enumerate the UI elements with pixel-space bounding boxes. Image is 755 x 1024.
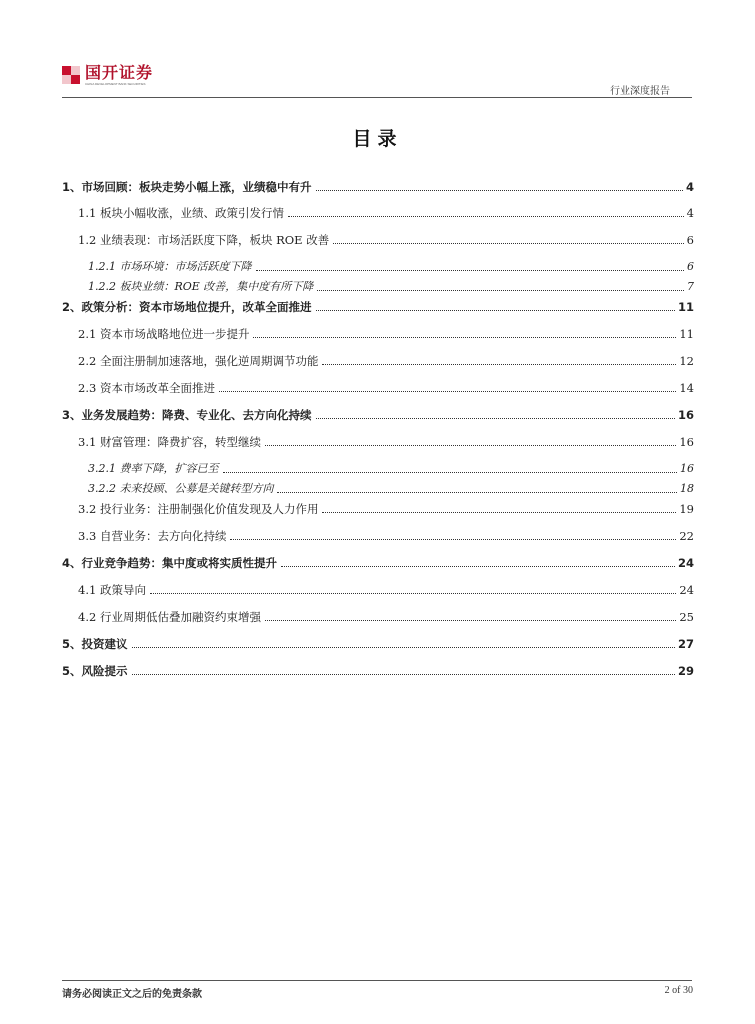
toc-leader-dots bbox=[132, 647, 675, 648]
toc-entry[interactable] bbox=[62, 230, 694, 248]
footer-divider bbox=[62, 980, 692, 981]
toc-entry-page: 22 bbox=[679, 529, 694, 543]
toc-leader-dots bbox=[316, 310, 675, 311]
toc-entry[interactable] bbox=[62, 479, 694, 497]
toc-entry[interactable] bbox=[62, 177, 694, 195]
company-logo bbox=[62, 64, 153, 94]
toc-leader-dots bbox=[253, 337, 676, 338]
toc-entry-label: 3.3 自营业务：去方向化持续 bbox=[78, 529, 227, 543]
toc-entry[interactable] bbox=[62, 351, 694, 369]
toc-entry[interactable] bbox=[62, 459, 694, 477]
toc-entry-page: 11 bbox=[679, 327, 694, 341]
toc-leader-dots bbox=[322, 512, 676, 513]
toc-leader-dots bbox=[277, 492, 677, 493]
report-type: 行业深度报告 bbox=[610, 86, 670, 97]
toc-entry[interactable] bbox=[62, 499, 694, 517]
toc-entry-page: 4 bbox=[686, 206, 694, 220]
toc-entry[interactable] bbox=[62, 378, 694, 396]
toc-leader-dots bbox=[281, 566, 675, 567]
toc-leader-dots bbox=[316, 190, 683, 191]
toc-entry[interactable] bbox=[62, 277, 694, 295]
toc-entry-label: 5、投资建议 bbox=[62, 637, 128, 651]
toc-entry-label: 3.1 财富管理：降费扩容，转型继续 bbox=[78, 435, 261, 449]
toc-entry-label: 5、风险提示 bbox=[62, 664, 128, 678]
toc-entry-label: 3.2.1 费率下降，扩容已至 bbox=[88, 462, 219, 475]
toc-entry-page: 16 bbox=[677, 408, 694, 422]
toc-leader-dots bbox=[316, 418, 675, 419]
toc-leader-dots bbox=[230, 539, 676, 540]
toc-entry[interactable] bbox=[62, 405, 694, 423]
header-divider bbox=[62, 97, 692, 98]
page-number: 2 of 30 bbox=[664, 985, 693, 996]
toc-leader-dots bbox=[333, 243, 683, 244]
toc-leader-dots bbox=[150, 593, 676, 594]
page-header bbox=[62, 64, 692, 100]
toc-entry-label: 2.1 资本市场战略地位进一步提升 bbox=[78, 327, 250, 341]
toc-entry-page: 18 bbox=[680, 482, 694, 495]
toc-entry-page: 12 bbox=[679, 354, 694, 368]
toc-entry[interactable] bbox=[62, 607, 694, 625]
toc-leader-dots bbox=[317, 290, 684, 291]
toc-entry-label: 2.2 全面注册制加速落地，强化逆周期调节功能 bbox=[78, 354, 319, 368]
toc-entry[interactable] bbox=[62, 634, 694, 652]
toc-entry-label: 2.3 资本市场改革全面推进 bbox=[78, 381, 215, 395]
toc-entry-page: 6 bbox=[687, 260, 694, 273]
toc-entry[interactable] bbox=[62, 432, 694, 450]
logo-mark-icon bbox=[62, 66, 80, 84]
toc-entry[interactable] bbox=[62, 324, 694, 342]
toc-entry[interactable] bbox=[62, 203, 694, 221]
toc-entry-page: 14 bbox=[679, 381, 694, 395]
toc-entry-page: 16 bbox=[680, 462, 694, 475]
toc-entry-label: 2、政策分析：资本市场地位提升，改革全面推进 bbox=[62, 300, 312, 314]
toc-entry-page: 7 bbox=[687, 280, 694, 293]
toc-entry-label: 1、市场回顾：板块走势小幅上涨，业绩稳中有升 bbox=[62, 180, 312, 194]
toc-entry-label: 3.2 投行业务：注册制强化价值发现及人力作用 bbox=[78, 502, 319, 516]
toc-leader-dots bbox=[322, 364, 676, 365]
footer-disclaimer: 请务必阅读正文之后的免责条款 bbox=[62, 989, 202, 1000]
toc-entry-page: 29 bbox=[677, 664, 694, 678]
toc-entry-label: 1.1 板块小幅收涨，业绩、政策引发行情 bbox=[78, 206, 284, 220]
toc-entry-page: 27 bbox=[677, 637, 694, 651]
logo-chinese-name: 国开证券 bbox=[85, 63, 154, 82]
toc-entry-label: 4、行业竞争趋势：集中度或将实质性提升 bbox=[62, 556, 277, 570]
toc-entry[interactable] bbox=[62, 526, 694, 544]
toc-entry-label: 4.2 行业周期低估叠加融资约束增强 bbox=[78, 610, 261, 624]
toc-leader-dots bbox=[256, 270, 685, 271]
toc-entry-page: 6 bbox=[686, 233, 694, 247]
toc-entry-page: 19 bbox=[679, 502, 694, 516]
toc-leader-dots bbox=[132, 674, 675, 675]
toc-entry-page: 11 bbox=[677, 300, 694, 314]
toc-entry[interactable] bbox=[62, 297, 694, 315]
toc-entry-page: 24 bbox=[679, 583, 694, 597]
toc-entry-page: 16 bbox=[679, 435, 694, 449]
toc-entry-page: 24 bbox=[677, 556, 694, 570]
toc-leader-dots bbox=[219, 391, 676, 392]
toc-title: 目录 bbox=[352, 128, 403, 150]
toc-entry-page: 25 bbox=[679, 610, 694, 624]
toc-entry-label: 1.2.2 板块业绩：ROE 改善，集中度有所下降 bbox=[88, 280, 314, 293]
toc-entry[interactable] bbox=[62, 580, 694, 598]
toc-leader-dots bbox=[288, 216, 684, 217]
toc-leader-dots bbox=[223, 472, 678, 473]
toc-entry-label: 3、业务发展趋势：降费、专业化、去方向化持续 bbox=[62, 408, 312, 422]
toc-entry[interactable] bbox=[62, 553, 694, 571]
toc-entry-label: 1.2.1 市场环境：市场活跃度下降 bbox=[88, 260, 252, 273]
toc-leader-dots bbox=[265, 620, 676, 621]
toc-leader-dots bbox=[265, 445, 676, 446]
toc-entry[interactable] bbox=[62, 257, 694, 275]
toc-entry[interactable] bbox=[62, 661, 694, 679]
toc-entry-page: 4 bbox=[685, 180, 694, 194]
toc-entry-label: 1.2 业绩表现：市场活跃度下降，板块 ROE 改善 bbox=[78, 233, 330, 247]
toc-entry-label: 3.2.2 未来投顾、公募是关键转型方向 bbox=[88, 482, 274, 495]
toc-entry-label: 4.1 政策导向 bbox=[78, 583, 146, 597]
logo-english-name: CHINA DEVELOPMENT BANK SECURITIES bbox=[85, 82, 146, 86]
